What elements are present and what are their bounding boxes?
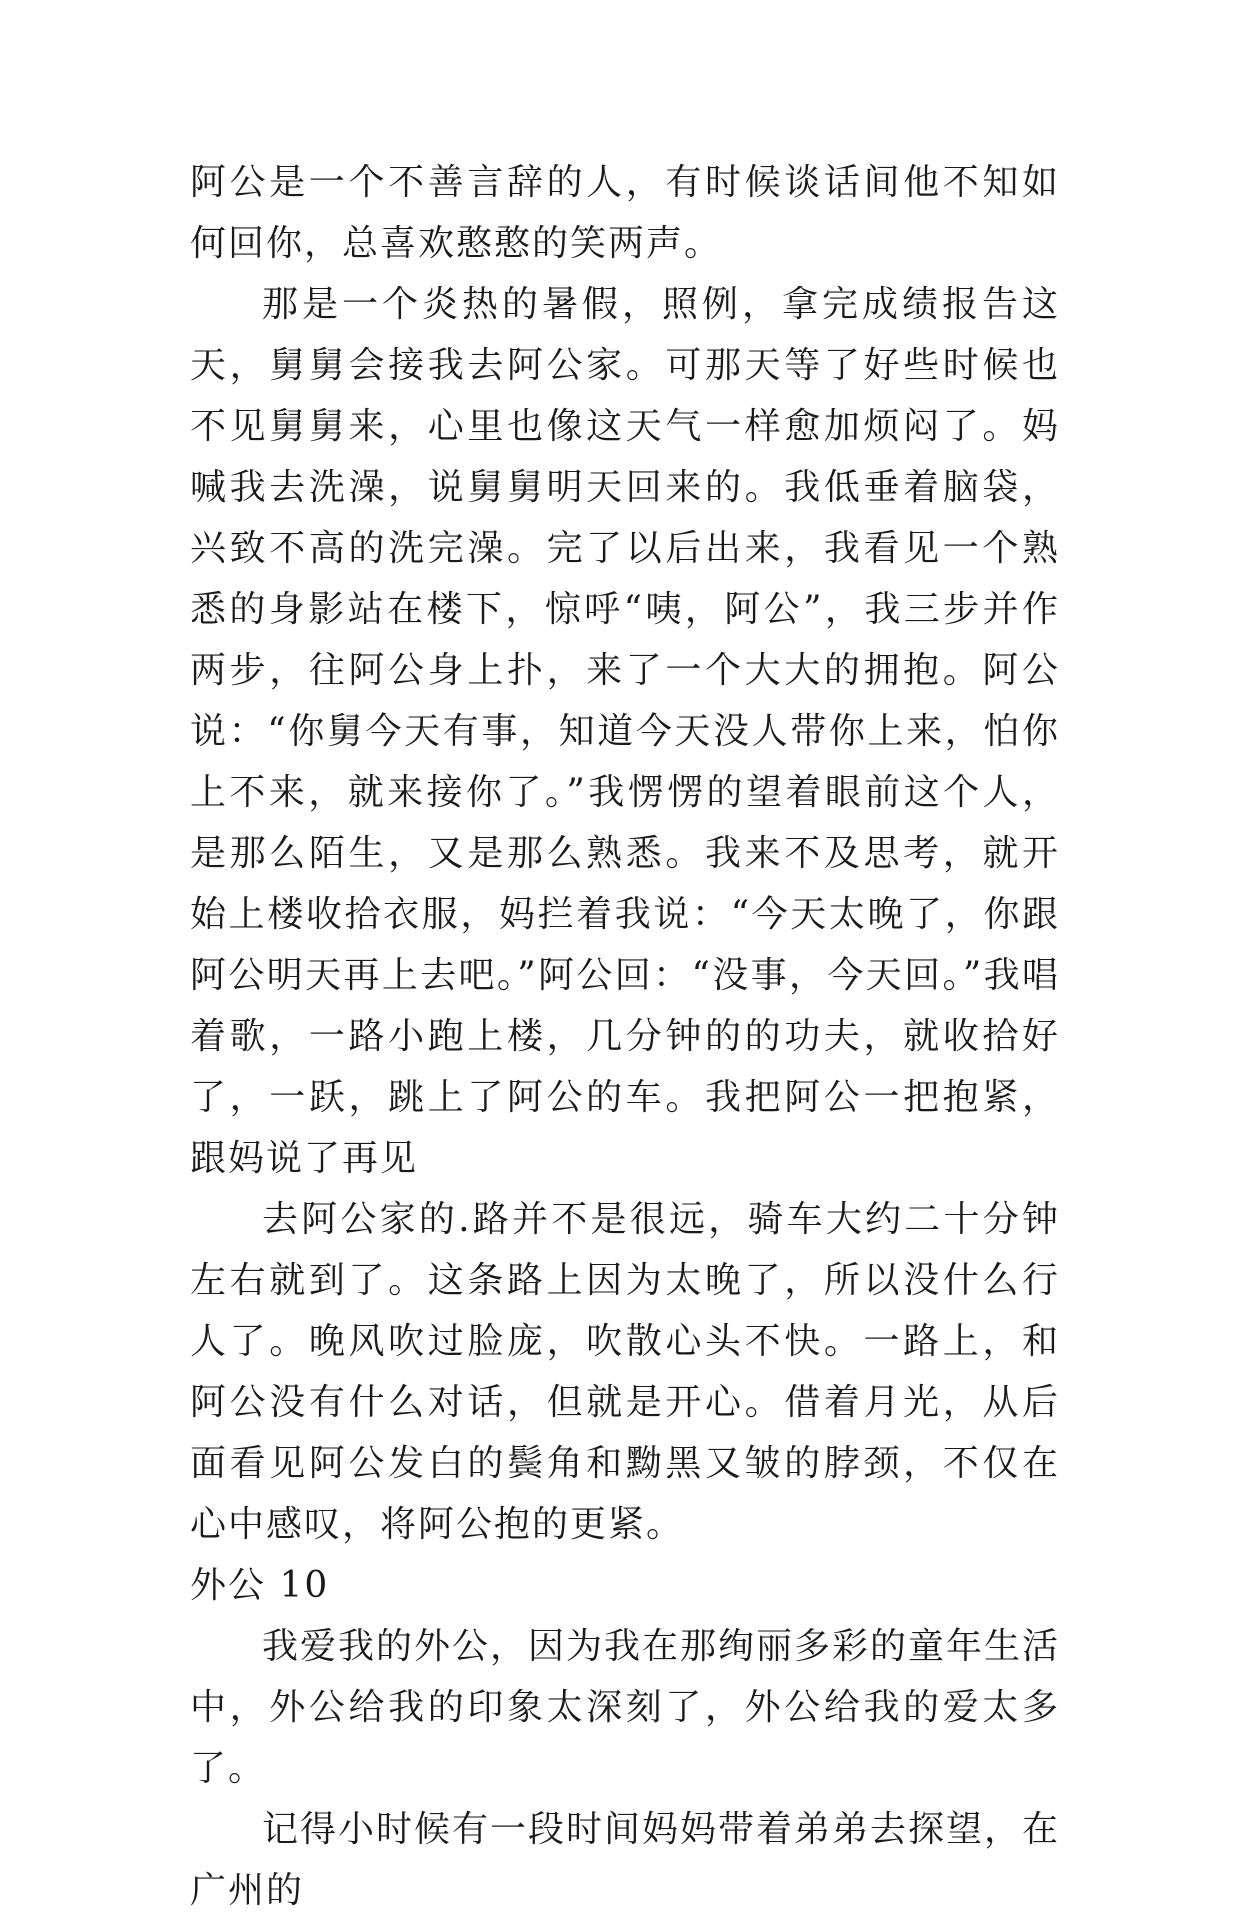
- paragraph: 我爱我的外公，因为我在那绚丽多彩的童年生活中，外公给我的印象太深刻了，外公给我的爱太多了。: [190, 1626, 1061, 1789]
- paragraph: 阿公是一个不善言辞的人，有时候谈话间他不知如何回你，总喜欢憨憨的笑两声。: [190, 162, 1060, 264]
- document-body: [190, 152, 1060, 1921]
- paragraph: 那是一个炎热的暑假，照例，拿完成绩报告这天，舅舅会接我去阿公家。可那天等了好些时候也不见舅舅来，心里也像这天气一样愈加烦闷了。妈喊我去洗澡，说舅舅明天回来的。我低垂着脑袋，兴致不高的洗完澡。完了以后出来，我看见一个熟悉的身影站在楼下，惊呼“咦，阿公”，我三步并作两步，往阿公身上扑，来了一个大大的拥抱。阿公说：“你舅今天有事，知道今天没人带你上来，怕你上不来，就来接你了。”我愣愣的望着眼前这个人，是那么陌生，又是那么熟悉。我来不及思考，就开始上楼收拾衣服，妈拦着我说：“今天太晚了，你跟阿公明天再上去吧。”阿公回：“没事，今天回。”我唱着歌，一路小跑上楼，几分钟的的功夫，就收拾好了，一跃，跳上了阿公的车。我把阿公一把抱紧，跟妈说了再见: [190, 284, 1060, 1179]
- paragraph: 去阿公家的.路并不是很远，骑车大约二十分钟左右就到了。这条路上因为太晚了，所以没什么行人了。晚风吹过脸庞，吹散心头不快。一路上，和阿公没有什么对话，但就是开心。借着月光，从后面看见阿公发白的鬓角和黝黑又皱的脖颈，不仅在心中感叹，将阿公抱的更紧。: [190, 1199, 1060, 1545]
- section-heading: 外公 10: [190, 1565, 330, 1606]
- paragraph: 记得小时候有一段时间妈妈带着弟弟去探望，在广州的: [190, 1809, 1061, 1911]
